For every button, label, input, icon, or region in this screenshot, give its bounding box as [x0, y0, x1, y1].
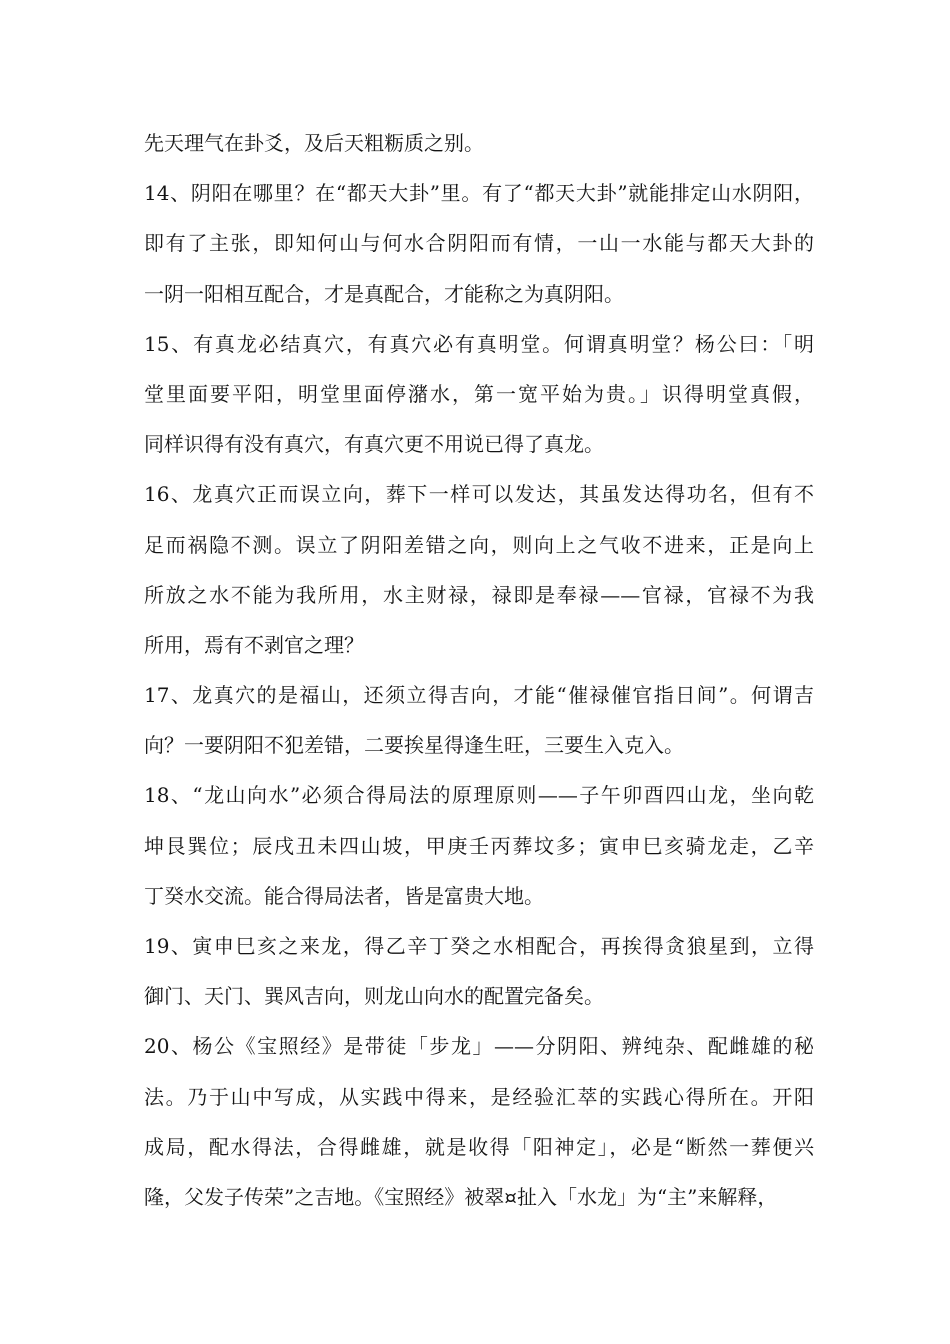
text-line: 同样识得有没有真穴，有真穴更不用说已得了真龙。 — [144, 432, 604, 457]
text-line: 丁癸水交流。能合得局法者，皆是富贵大地。 — [144, 883, 544, 908]
paragraph — [144, 319, 814, 470]
text-line: 19、寅申巳亥之来龙，得乙辛丁癸之水相配合，再挨得贪狼星到，立得 — [144, 934, 814, 958]
text-line: 所用，焉有不剥官之理？ — [144, 632, 364, 657]
text-line: 15、有真龙必结真穴，有真穴必有真明堂。何谓真明堂？杨公曰：「明 — [144, 331, 814, 356]
paragraph — [144, 770, 814, 921]
paragraph — [144, 118, 814, 168]
text-line: 先天理气在卦爻，及后天粗粝质之别。 — [144, 131, 484, 155]
paragraph — [144, 921, 814, 1021]
text-line: 堂里面要平阳，明堂里面停潴水，第一宽平始为贵。」识得明堂真假， — [144, 381, 814, 406]
text-line: 成局，配水得法，合得雌雄，就是收得「阳神定」，必是“断然一葬便兴 — [144, 1134, 814, 1159]
text-line: 坤艮巽位；辰戌丑未四山坡，甲庚壬丙葬坟多；寅申巳亥骑龙走，乙辛 — [144, 833, 814, 858]
text-line: 16、龙真穴正而误立向，葬下一样可以发达，其虽发达得功名，但有不 — [144, 482, 814, 507]
text-line: 御门、天门、巽风吉向，则龙山向水的配置完备矣。 — [144, 984, 604, 1009]
text-line: 所放之水不能为我所用，水主财禄，禄即是奉禄——官禄，官禄不为我 — [144, 582, 814, 607]
paragraph — [144, 469, 814, 670]
text-line: 向？一要阴阳不犯差错，二要挨星得逢生旺，三要生入克入。 — [144, 733, 684, 758]
text-line: 法。乃于山中写成，从实践中得来，是经验汇萃的实践心得所在。开阳 — [144, 1084, 814, 1109]
paragraph — [144, 168, 814, 319]
text-line: 18、“龙山向水”必须合得局法的原理原则——子午卯酉四山龙，坐向乾 — [144, 783, 814, 808]
paragraph — [144, 670, 814, 770]
text-line: 14、阴阳在哪里？在“都天大卦”里。有了“都天大卦”就能排定山水阴阳， — [144, 181, 814, 206]
paragraph — [144, 1021, 814, 1222]
text-line: 即有了主张，即知何山与何水合阴阳而有情，一山一水能与都天大卦的 — [144, 231, 814, 256]
text-line: 足而祸隐不测。误立了阴阳差错之向，则向上之气收不进来，正是向上 — [144, 532, 814, 557]
document-body — [144, 118, 814, 1222]
text-line: 17、龙真穴的是福山，还须立得吉向，才能“催禄催官指日间”。何谓吉 — [144, 683, 814, 708]
text-line: 一阴一阳相互配合，才是真配合，才能称之为真阴阳。 — [144, 281, 624, 306]
text-line: 20、杨公《宝照经》是带徒「步龙」——分阴阳、辨纯杂、配雌雄的秘 — [144, 1034, 814, 1059]
text-line: 隆，父发子传荣”之吉地。《宝照经》被翠¤扯入「水龙」为“主”来解释， — [144, 1184, 778, 1209]
